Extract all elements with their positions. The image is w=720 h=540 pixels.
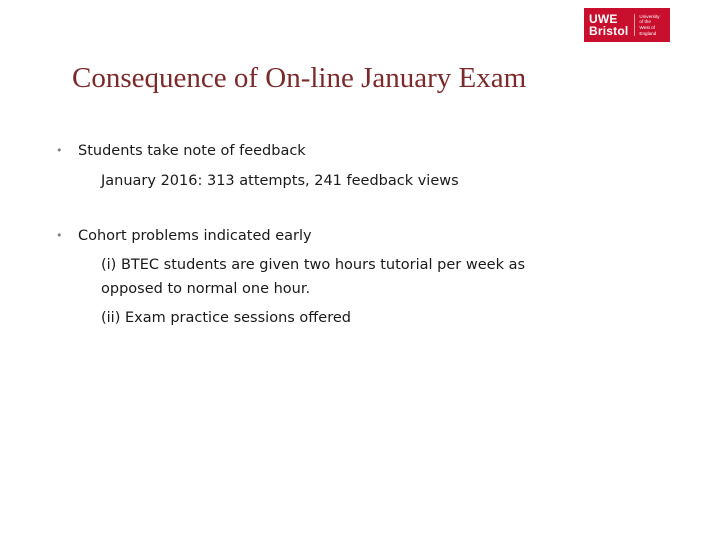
logo-subline: West of: [639, 25, 655, 30]
logo-line-bristol: Bristol: [589, 24, 629, 38]
sub-item-btec-line1: (i) BTEC students are given two hours tutorial per week as: [101, 257, 526, 273]
logo-line-uwe: UWE: [589, 12, 618, 26]
logo-subline: University: [639, 13, 660, 19]
logo-university-name: [634, 14, 659, 36]
bullet-dot-icon: •: [56, 229, 63, 242]
uwe-bristol-logo: [584, 8, 670, 42]
sub-item-btec-line2: opposed to normal one hour.: [101, 281, 311, 297]
logo-subline: of the: [639, 19, 651, 25]
bullet-dot-icon: •: [56, 144, 63, 157]
bullet-text: Students take note of feedback: [78, 143, 306, 159]
slide-title: Consequence of On-line January Exam: [72, 62, 527, 94]
bullet-text: Cohort problems indicated early: [78, 228, 312, 244]
bullet-item-cohort: [56, 226, 312, 246]
bullet-item-feedback: [56, 141, 306, 161]
logo-wordmark: [589, 13, 628, 37]
logo-subline: England: [639, 30, 657, 36]
sub-item-exam-practice: (ii) Exam practice sessions offered: [101, 310, 351, 326]
sub-item-attempts: January 2016: 313 attempts, 241 feedback views: [101, 173, 459, 189]
